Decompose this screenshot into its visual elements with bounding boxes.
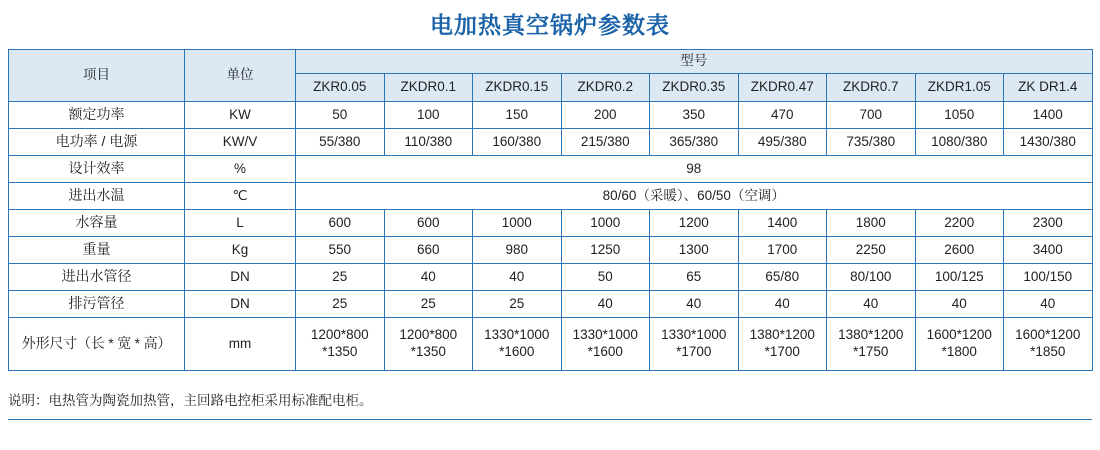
header-model-4: ZKDR0.35 xyxy=(650,74,739,102)
cell: 1330*1000 *1600 xyxy=(473,318,562,371)
row-label: 进出水管径 xyxy=(9,264,185,291)
row-label: 额定功率 xyxy=(9,102,185,129)
cell: 100/125 xyxy=(915,264,1004,291)
cell: 1800 xyxy=(827,210,916,237)
cell: 2250 xyxy=(827,237,916,264)
cell: 40 xyxy=(473,264,562,291)
cell: 1200 xyxy=(650,210,739,237)
table-row xyxy=(9,156,1093,183)
cell: 1400 xyxy=(738,210,827,237)
cell: 980 xyxy=(473,237,562,264)
page-title: 电加热真空锅炉参数表 xyxy=(430,12,670,38)
row-label: 水容量 xyxy=(9,210,185,237)
row-unit: DN xyxy=(185,291,296,318)
table-note: 说明：电热管为陶瓷加热管，主回路电控柜采用标准配电柜。 xyxy=(8,393,373,408)
header-model-7: ZKDR1.05 xyxy=(915,74,1004,102)
cell: 550 xyxy=(296,237,385,264)
table-row xyxy=(9,237,1093,264)
cell: 25 xyxy=(296,264,385,291)
cell: 600 xyxy=(296,210,385,237)
row-unit: KW xyxy=(185,102,296,129)
parameter-table xyxy=(8,49,1093,371)
cell: 40 xyxy=(738,291,827,318)
cell: 1400 xyxy=(1004,102,1093,129)
header-model-5: ZKDR0.47 xyxy=(738,74,827,102)
cell: 660 xyxy=(384,237,473,264)
cell: 1300 xyxy=(650,237,739,264)
cell: 1200*800 *1350 xyxy=(384,318,473,371)
cell: 40 xyxy=(384,264,473,291)
row-unit: ℃ xyxy=(185,183,296,210)
row-label: 电功率 / 电源 xyxy=(9,129,185,156)
cell: 25 xyxy=(473,291,562,318)
table-row xyxy=(9,264,1093,291)
cell: 495/380 xyxy=(738,129,827,156)
cell: 1000 xyxy=(561,210,650,237)
cell: 25 xyxy=(384,291,473,318)
cell: 100 xyxy=(384,102,473,129)
cell: 150 xyxy=(473,102,562,129)
header-model-group: 型号 xyxy=(296,50,1093,74)
cell: 55/380 xyxy=(296,129,385,156)
cell-span: 80/60（采暖）、60/50（空调） xyxy=(296,183,1093,210)
cell: 735/380 xyxy=(827,129,916,156)
cell: 700 xyxy=(827,102,916,129)
cell: 1330*1000 *1600 xyxy=(561,318,650,371)
row-label: 进出水温 xyxy=(9,183,185,210)
cell: 1380*1200 *1700 xyxy=(738,318,827,371)
row-label: 外形尺寸（长 * 宽 * 高） xyxy=(9,318,185,371)
cell: 600 xyxy=(384,210,473,237)
cell: 1430/380 xyxy=(1004,129,1093,156)
table-header xyxy=(9,50,1093,102)
table-row xyxy=(9,210,1093,237)
row-unit: Kg xyxy=(185,237,296,264)
table-row xyxy=(9,102,1093,129)
cell: 80/100 xyxy=(827,264,916,291)
cell: 1250 xyxy=(561,237,650,264)
cell: 1600*1200 *1850 xyxy=(1004,318,1093,371)
cell: 100/150 xyxy=(1004,264,1093,291)
row-unit: DN xyxy=(185,264,296,291)
cell: 40 xyxy=(650,291,739,318)
header-model-0: ZKR0.05 xyxy=(296,74,385,102)
header-model-8: ZK DR1.4 xyxy=(1004,74,1093,102)
cell: 65 xyxy=(650,264,739,291)
table-row xyxy=(9,318,1093,371)
cell: 1330*1000 *1700 xyxy=(650,318,739,371)
cell: 1000 xyxy=(473,210,562,237)
cell: 3400 xyxy=(1004,237,1093,264)
table-body xyxy=(9,102,1093,371)
row-unit: mm xyxy=(185,318,296,371)
header-model-6: ZKDR0.7 xyxy=(827,74,916,102)
cell: 1080/380 xyxy=(915,129,1004,156)
header-model-3: ZKDR0.2 xyxy=(561,74,650,102)
cell: 65/80 xyxy=(738,264,827,291)
cell: 1600*1200 *1800 xyxy=(915,318,1004,371)
cell: 40 xyxy=(827,291,916,318)
cell: 50 xyxy=(561,264,650,291)
row-label: 设计效率 xyxy=(9,156,185,183)
cell: 40 xyxy=(915,291,1004,318)
cell: 110/380 xyxy=(384,129,473,156)
header-item: 项目 xyxy=(9,50,185,102)
cell: 1380*1200 *1750 xyxy=(827,318,916,371)
cell-span: 98 xyxy=(296,156,1093,183)
row-label: 重量 xyxy=(9,237,185,264)
cell: 50 xyxy=(296,102,385,129)
cell: 1700 xyxy=(738,237,827,264)
cell: 350 xyxy=(650,102,739,129)
cell: 40 xyxy=(561,291,650,318)
header-model-1: ZKDR0.1 xyxy=(384,74,473,102)
table-row xyxy=(9,129,1093,156)
row-unit: L xyxy=(185,210,296,237)
row-unit: KW/V xyxy=(185,129,296,156)
cell: 365/380 xyxy=(650,129,739,156)
cell: 2300 xyxy=(1004,210,1093,237)
cell: 25 xyxy=(296,291,385,318)
table-header-row-1 xyxy=(9,50,1093,74)
note-divider xyxy=(8,419,1092,420)
row-label: 排污管径 xyxy=(9,291,185,318)
cell: 215/380 xyxy=(561,129,650,156)
cell: 2200 xyxy=(915,210,1004,237)
row-unit: % xyxy=(185,156,296,183)
table-row xyxy=(9,291,1093,318)
cell: 1050 xyxy=(915,102,1004,129)
cell: 160/380 xyxy=(473,129,562,156)
cell: 200 xyxy=(561,102,650,129)
header-unit: 单位 xyxy=(185,50,296,102)
cell: 1200*800 *1350 xyxy=(296,318,385,371)
header-model-2: ZKDR0.15 xyxy=(473,74,562,102)
cell: 470 xyxy=(738,102,827,129)
table-row xyxy=(9,183,1093,210)
cell: 40 xyxy=(1004,291,1093,318)
cell: 2600 xyxy=(915,237,1004,264)
